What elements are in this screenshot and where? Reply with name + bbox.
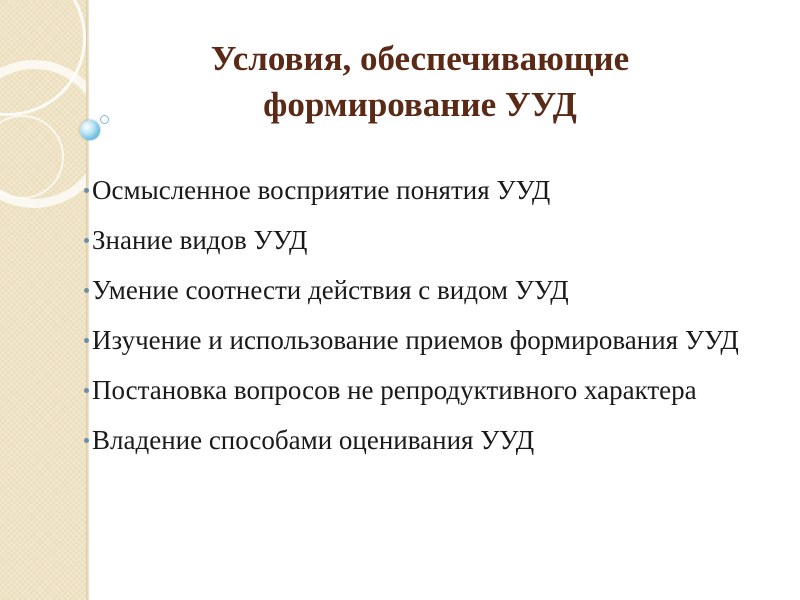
small-bubble-icon [100, 115, 109, 124]
title-line-1: Условия, обеспечивающие [210, 39, 630, 78]
list-item-text: Постановка вопросов не репродуктивного характера [92, 375, 697, 405]
list-item-text: Умение соотнести действия с видом УУД [92, 275, 569, 305]
list-item [84, 322, 774, 358]
list-item-text: Изучение и использование приемов формирования УУД [92, 325, 739, 355]
bullet-icon [84, 288, 89, 293]
title-line-2: формирование УУД [263, 85, 577, 124]
slide-title [110, 36, 730, 128]
list-item [84, 372, 774, 408]
list-item [84, 272, 774, 308]
list-item-text: Владение способами оценивания УУД [92, 425, 535, 455]
decorative-sidebar [0, 0, 88, 600]
bullet-icon [84, 238, 89, 243]
bullet-icon [84, 338, 89, 343]
list-item [84, 422, 774, 458]
list-item [84, 172, 774, 208]
bullet-icon [84, 188, 89, 193]
bullet-icon [84, 438, 89, 443]
list-item-text: Осмысленное восприятие понятия УУД [92, 175, 551, 205]
list-item [84, 222, 774, 258]
bullet-icon [84, 388, 89, 393]
conditions-list [84, 172, 774, 472]
bubble-icon [80, 120, 100, 140]
list-item-text: Знание видов УУД [92, 225, 308, 255]
